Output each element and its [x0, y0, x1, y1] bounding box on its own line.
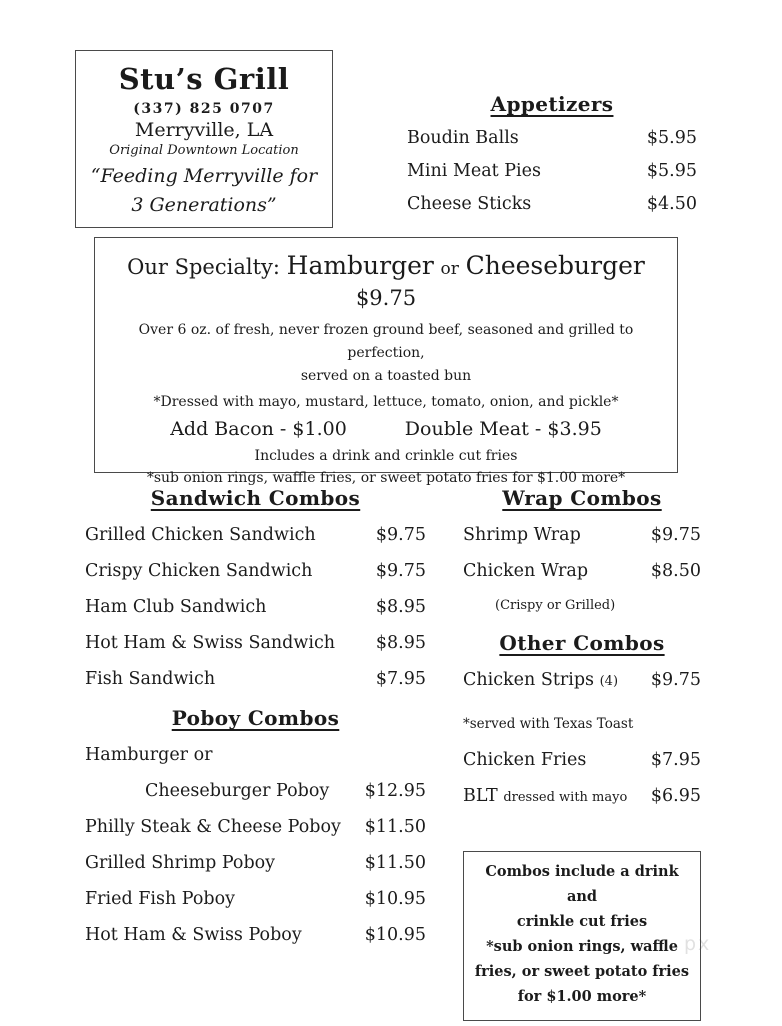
specialty-description [109, 319, 663, 388]
other-combos-title: Other Combos [499, 631, 665, 655]
item-name-main: BLT [463, 786, 498, 806]
restaurant-phone: (337) 825 0707 [133, 101, 275, 117]
menu-item-row [85, 780, 426, 802]
item-price: $9.75 [375, 561, 426, 581]
item-price: $6.95 [650, 786, 701, 806]
specialty-box [94, 237, 678, 487]
item-name-main: Chicken Strips [463, 670, 595, 690]
item-price: $8.50 [650, 561, 701, 581]
item-name: Mini Meat Pies [407, 161, 541, 181]
menu-item-row [463, 560, 701, 582]
right-column [463, 486, 701, 1021]
appetizers-title: Appetizers [490, 92, 614, 116]
menu-item-row [463, 669, 701, 693]
item-price: $9.75 [375, 525, 426, 545]
item-name: Shrimp Wrap [463, 525, 581, 545]
specialty-or: or [440, 259, 459, 279]
location-note: Original Downtown Location [109, 143, 299, 158]
item-name: Fish Sandwich [85, 669, 216, 689]
restaurant-city: Merryville, LA [134, 119, 274, 141]
item-name-detail: (4) [599, 674, 619, 689]
combo-note-line3: *sub onion rings, waffle [486, 937, 678, 955]
specialty-sub-note: *sub onion rings, waffle fries, or sweet potato fries for $1.00 more* [146, 470, 626, 487]
menu-item-row [85, 924, 426, 946]
specialty-item1: Hamburger [286, 251, 434, 280]
item-name: Cheeseburger Poboy [145, 781, 330, 801]
texas-toast-note: *served with Texas Toast [463, 716, 634, 732]
add-bacon-option: Add Bacon - $1.00 [170, 418, 347, 441]
item-name: Ham Club Sandwich [85, 597, 267, 617]
item-price: $10.95 [364, 889, 426, 909]
item-price: $11.50 [364, 817, 426, 837]
item-name [463, 669, 618, 693]
menu-item-row [463, 524, 701, 546]
item-price: $9.75 [650, 670, 701, 690]
item-price: $9.75 [650, 525, 701, 545]
poboy-combos-section [85, 706, 426, 946]
combo-note-line4: fries, or sweet potato fries [474, 962, 690, 980]
specialty-title-prefix: Our Specialty: [127, 255, 280, 279]
specialty-dressed-note: *Dressed with mayo, mustard, lettuce, tomato, onion, and pickle* [153, 394, 619, 411]
left-column [85, 486, 426, 946]
restaurant-info-box [75, 50, 333, 228]
appetizers-section [407, 92, 697, 215]
item-name: Cheese Sticks [407, 194, 532, 214]
tagline-line1: “Feeding Merryville for [90, 165, 318, 187]
item-name: Grilled Shrimp Poboy [85, 853, 276, 873]
menu-item-row [85, 816, 426, 838]
item-name: Hot Ham & Swiss Sandwich [85, 633, 336, 653]
menu-item-row [407, 193, 697, 215]
item-price: $12.95 [364, 781, 426, 801]
specialty-desc-line1: Over 6 oz. of fresh, never frozen ground beef, seasoned and grilled to perfection, [138, 322, 634, 362]
wrap-combos-title: Wrap Combos [502, 486, 662, 510]
item-price: $5.95 [646, 128, 697, 148]
sandwich-combos-section [85, 486, 426, 690]
menu-item-row [85, 744, 426, 766]
combos-note-box [463, 851, 701, 1021]
item-name: Fried Fish Poboy [85, 889, 236, 909]
item-name: Hot Ham & Swiss Poboy [85, 925, 302, 945]
menu-item-row [85, 852, 426, 874]
item-name [463, 785, 627, 809]
wrap-combos-section [463, 486, 701, 615]
item-name: Philly Steak & Cheese Poboy [85, 817, 341, 837]
menu-item-row [407, 127, 697, 149]
item-name: Chicken Fries [463, 750, 587, 770]
item-name: Chicken Wrap [463, 561, 589, 581]
menu-item-row [407, 160, 697, 182]
combo-note-line2: crinkle cut fries [516, 912, 648, 930]
item-price: $4.50 [646, 194, 697, 214]
specialty-price: $9.75 [355, 286, 417, 310]
specialty-addons [109, 418, 663, 440]
item-price: $7.95 [650, 750, 701, 770]
item-price: $5.95 [646, 161, 697, 181]
item-price: $8.95 [375, 597, 426, 617]
menu-item-row [463, 785, 701, 809]
menu-item-row [85, 560, 426, 582]
poboy-combos-title: Poboy Combos [171, 706, 340, 730]
item-price: $8.95 [375, 633, 426, 653]
tagline [76, 162, 332, 219]
wrap-option-note: (Crispy or Grilled) [495, 598, 616, 613]
double-meat-option: Double Meat - $3.95 [404, 418, 602, 441]
menu-item-row [85, 596, 426, 618]
menu-item-row [85, 524, 426, 546]
item-price: $11.50 [364, 853, 426, 873]
item-name: Grilled Chicken Sandwich [85, 525, 316, 545]
restaurant-name: Stu’s Grill [118, 62, 290, 96]
specialty-includes-note: Includes a drink and crinkle cut fries [254, 448, 518, 465]
specialty-item2: Cheeseburger [465, 251, 645, 280]
other-combos-section [463, 631, 701, 809]
item-name: Boudin Balls [407, 128, 519, 148]
scan-watermark: px [684, 933, 712, 955]
combo-note-line1: Combos include a drink and [485, 863, 679, 905]
item-price: $10.95 [364, 925, 426, 945]
item-price: $7.95 [375, 669, 426, 689]
menu-item-row [85, 632, 426, 654]
sandwich-combos-title: Sandwich Combos [150, 486, 361, 510]
item-name: Hamburger or [85, 745, 213, 765]
tagline-line2: 3 Generations” [131, 193, 277, 216]
menu-item-row [85, 668, 426, 690]
menu-item-row [463, 749, 701, 771]
specialty-title [109, 251, 663, 280]
item-name-detail: dressed with mayo [503, 790, 628, 805]
menu-item-row [85, 888, 426, 910]
item-name: Crispy Chicken Sandwich [85, 561, 313, 581]
combo-note-line5: for $1.00 more* [517, 987, 647, 1005]
specialty-desc-line2: served on a toasted bun [300, 368, 472, 385]
